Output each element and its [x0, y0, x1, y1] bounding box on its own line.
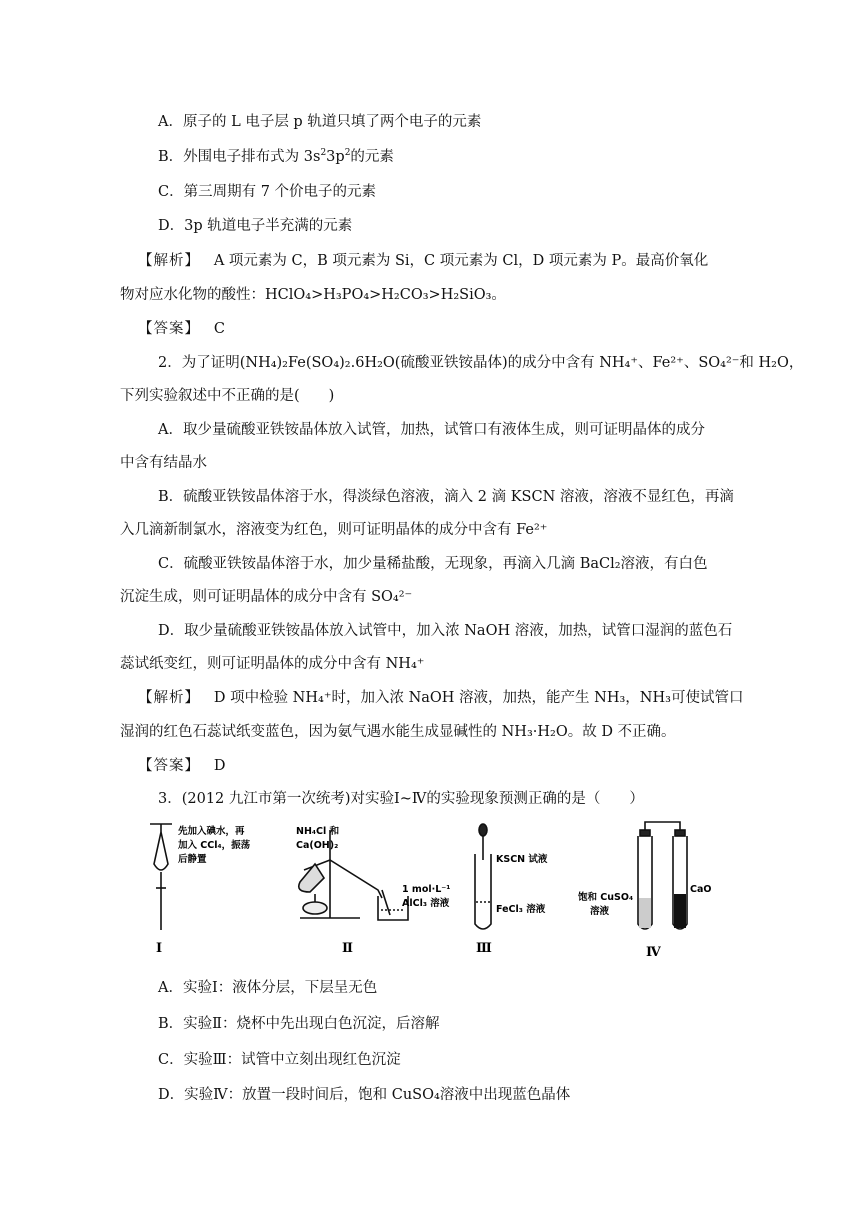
exp1-label-1: 先加入碘水，再: [178, 826, 245, 837]
q2-option-b-line1: B．硫酸亚铁铵晶体溶于水，得淡绿色溶液，滴入 2 滴 KSCN 溶液，溶液不显红色，再滴: [158, 489, 734, 505]
q1-option-a: A．原子的 L 电子层 p 轨道只填了两个电子的元素: [158, 114, 482, 130]
dropper-testtube-icon: [475, 824, 491, 929]
answer-tag: 【答案】: [138, 321, 200, 337]
q3-stem: 3．(2012 九江市第一次统考)对实验Ⅰ~Ⅳ的实验现象预测正确的是（ ）: [158, 791, 644, 807]
exp1-label-2: 加入 CCl₄，振荡: [178, 840, 251, 851]
separatory-funnel-icon: [150, 824, 172, 930]
q3-option-d: D．实验Ⅳ：放置一段时间后，饱和 CuSO₄溶液中出现蓝色晶体: [158, 1087, 571, 1103]
connected-testtubes-icon: [638, 822, 687, 929]
q1-analysis-text1: A 项元素为 C，B 项元素为 Si，C 项元素为 Cl，D 项元素为 P。最高价氧化: [213, 253, 709, 269]
roman-label-2: Ⅱ: [342, 941, 353, 956]
answer-tag: 【答案】: [138, 758, 200, 774]
q2-option-d-line1: D．取少量硫酸亚铁铵晶体放入试管中，加入浓 NaOH 溶液，加热，试管口湿润的蓝色石: [158, 623, 733, 639]
q1-option-c: C．第三周期有 7 个价电子的元素: [158, 184, 377, 200]
exp4-label-2: 溶液: [590, 906, 610, 917]
q1-answer-value: C: [213, 321, 225, 337]
exp4-label-1: 饱和 CuSO₄: [578, 892, 634, 903]
exp3-label-1: KSCN 试液: [496, 854, 548, 865]
q1-analysis-line1: [138, 251, 708, 271]
q2-option-b-line2: 入几滴新制氯水，溶液变为红色，则可证明晶体的成分中含有 Fe²⁺: [120, 522, 548, 538]
q3-option-b: B．实验Ⅱ：烧杯中先出现白色沉淀，后溶解: [158, 1016, 440, 1032]
experiment-figure: [150, 820, 740, 960]
analysis-tag: 【解析】: [138, 253, 200, 269]
q2-option-c-line2: 沉淀生成，则可证明晶体的成分中含有 SO₄²⁻: [120, 589, 413, 605]
q1-answer: [138, 319, 225, 339]
q1-option-b-sup2: 2: [344, 148, 351, 159]
q2-option-a-line2: 中含有结晶水: [120, 455, 207, 471]
q2-stem-line1: 2．为了证明(NH₄)₂Fe(SO₄)₂.6H₂O(硫酸亚铁铵晶体)的成分中含有 NH₄⁺、Fe²⁺、SO₄²⁻和 H₂O，: [158, 355, 804, 371]
q2-analysis-text1: D 项中检验 NH₄⁺时，加入浓 NaOH 溶液，加热，能产生 NH₃，NH₃可使试管口: [213, 690, 744, 706]
q3-option-c: C．实验Ⅲ：试管中立刻出现红色沉淀: [158, 1052, 401, 1068]
q2-analysis-line1: [138, 688, 743, 708]
q2-analysis-line2: 湿润的红色石蕊试纸变蓝色，因为氨气遇水能生成显碱性的 NH₃·H₂O。故 D 不正确。: [120, 724, 676, 740]
exp4-label-3: CaO: [690, 884, 712, 895]
roman-label-3: Ⅲ: [476, 941, 492, 956]
exp1-label-3: 后静置: [178, 854, 207, 865]
q1-option-b-post: 的元素: [350, 149, 394, 165]
q2-option-d-line2: 蕊试纸变红，则可证明晶体的成分中含有 NH₄⁺: [120, 656, 425, 672]
exp2-label-4: AlCl₃ 溶液: [402, 898, 450, 909]
q1-option-d: D．3p 轨道电子半充满的元素: [158, 218, 353, 234]
q1-option-b-sup1: 2: [320, 148, 327, 159]
exp2-label-2: Ca(OH)₂: [296, 840, 339, 851]
q1-option-b-mid: 3p: [326, 149, 345, 165]
q2-option-a-line1: A．取少量硫酸亚铁铵晶体放入试管，加热，试管口有液体生成，则可证明晶体的成分: [158, 422, 705, 438]
q1-option-b-pre: B．外围电子排布式为 3s: [158, 149, 321, 165]
exp2-label-3: 1 mol·L⁻¹: [402, 884, 451, 895]
q2-stem-line2: 下列实验叙述中不正确的是( ): [120, 388, 335, 404]
q2-option-c-line1: C．硫酸亚铁铵晶体溶于水，加少量稀盐酸，无现象，再滴入几滴 BaCl₂溶液，有白色: [158, 556, 708, 572]
q3-option-a: A．实验Ⅰ：液体分层，下层呈无色: [158, 980, 378, 996]
q1-option-b: [158, 147, 394, 167]
q2-answer: [138, 756, 225, 776]
roman-label-1: Ⅰ: [156, 941, 163, 956]
exp2-label-1: NH₄Cl 和: [296, 826, 340, 837]
roman-label-4: Ⅳ: [646, 945, 661, 960]
exp3-label-2: FeCl₃ 溶液: [496, 904, 546, 915]
q2-answer-value: D: [213, 758, 226, 774]
analysis-tag: 【解析】: [138, 690, 200, 706]
q1-analysis-line2: 物对应水化物的酸性：HClO₄>H₃PO₄>H₂CO₃>H₂SiO₃。: [120, 287, 506, 303]
